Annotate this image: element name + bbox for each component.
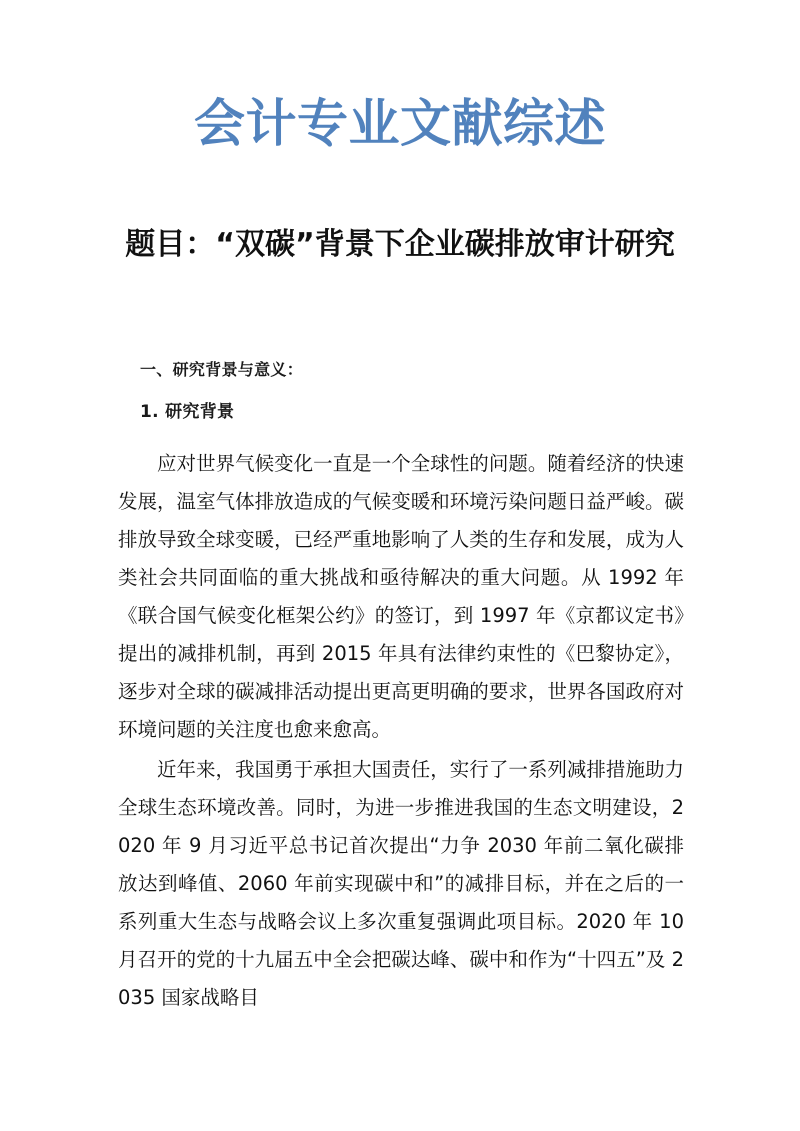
section-heading-research-background-and-significance: 一、研究背景与意义： xyxy=(140,360,304,379)
document-subtitle: 题目：“双碳”背景下企业碳排放审计研究 xyxy=(125,227,675,262)
document-title: 会计专业文献综述 xyxy=(193,94,606,154)
body-paragraph: 应对世界气候变化一直是一个全球性的问题。随着经济的快速发展，温室气体排放造成的气候变暖和环境污染问题日益严峻。碳排放导致全球变暖，已经严重地影响了人类的生存和发展，成为人类社会共同面临的重大挑战和亟待解决的重大问题。从 1992 年《联合国气候变化框架公约》的签订，到 1997 年《京都议定书》提出的减排机制，再到 2015 年具有法律约束性的《巴黎协定》，逐步对全球的碳减排活动提出更高更明确的要求，世界各国政府对环境问题的关注度也愈来愈高。 xyxy=(118,452,684,741)
body-column xyxy=(118,362,684,1019)
body-paragraph: 近年来，我国勇于承担大国责任，实行了一系列减排措施助力全球生态环境改善。同时，为进一步推进我国的生态文明建设，2020 年 9 月习近平总书记首次提出“力争 2030 年前二氧化碳排放达到峰值、2060 年前实现碳中和”的减排目标，并在之后的一系列重大生态与战略会议上多次重复强调此项目标。2020 年 10 月召开的党的十九届五中全会把碳达峰、碳中和作为“十四五”及 2035 国家战略目 xyxy=(118,758,684,1009)
subsection-heading-research-background: 1. 研究背景 xyxy=(140,402,235,422)
